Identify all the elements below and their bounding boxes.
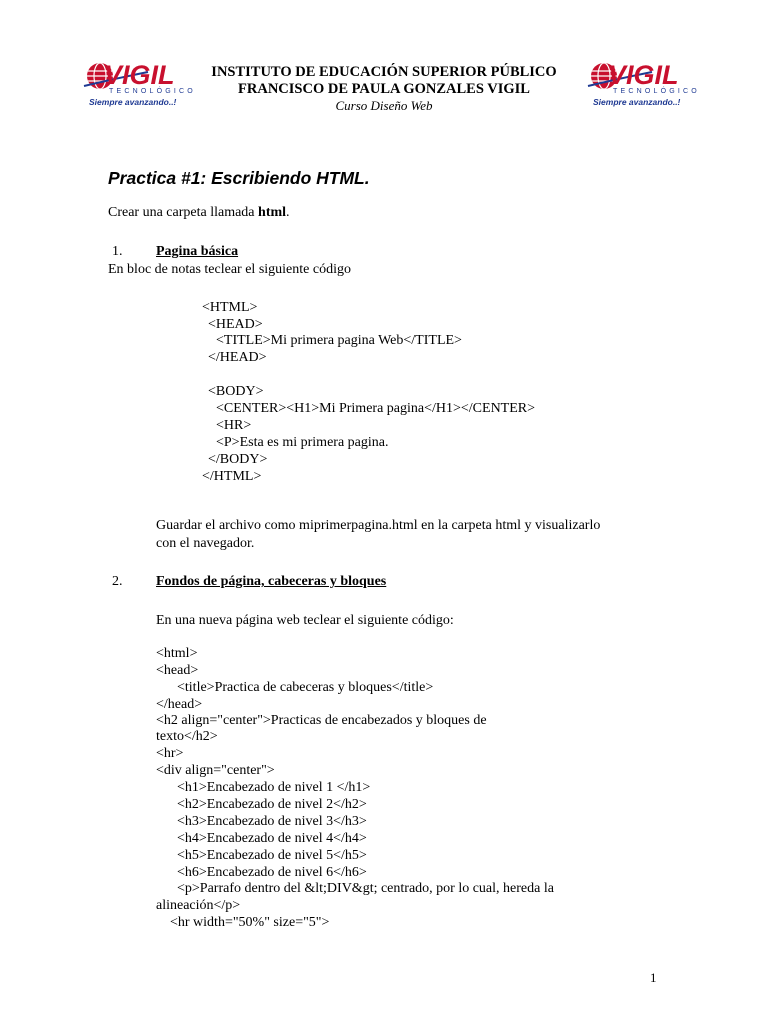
code-line: <hr width="50%" size="5"> — [156, 915, 330, 930]
code-line: alineación</p> — [156, 898, 241, 913]
code-line: <h1>Encabezado de nivel 1 </h1> — [156, 780, 371, 795]
code-line: <HR> — [216, 418, 252, 433]
code-line: <h5>Encabezado de nivel 5</h5> — [156, 848, 367, 863]
code-line: <p>Parrafo dentro del &lt;DIV&gt; centrado, por lo cual, hereda la — [156, 881, 554, 896]
code-line: texto</h2> — [156, 729, 218, 744]
code-line: <h2>Encabezado de nivel 2</h2> — [156, 797, 367, 812]
code-line: <HEAD> — [208, 317, 263, 332]
code-line: <CENTER><H1>Mi Primera pagina</H1></CENTER> — [216, 401, 536, 416]
code-line: <html> — [156, 646, 198, 661]
logo-slogan: Siempre avanzando..! — [89, 97, 177, 107]
logo-word: VIGIL — [104, 60, 175, 90]
code-line: <title>Practica de cabeceras y bloques</title> — [156, 680, 434, 695]
code-line: <TITLE>Mi primera pagina Web</TITLE> — [216, 333, 462, 348]
section2-number: 2. — [112, 574, 123, 589]
intro-suffix: . — [286, 205, 290, 220]
course-name: Curso Diseño Web — [335, 98, 433, 113]
code-line: </HTML> — [202, 469, 262, 484]
logo-word: VIGIL — [608, 60, 679, 90]
code-line: </HEAD> — [208, 350, 267, 365]
page-title: Practica #1: Escribiendo HTML. — [108, 168, 370, 188]
section1-heading: Pagina básica — [156, 244, 239, 259]
code-line: </BODY> — [208, 452, 268, 467]
code-line: <BODY> — [208, 384, 264, 399]
page-number: 1 — [650, 970, 657, 985]
section1-note-line-1: Guardar el archivo como miprimerpagina.html en la carpeta html y visualizarlo — [156, 518, 601, 533]
logo-subtitle: TECNOLÓGICO — [613, 88, 700, 95]
intro-prefix: Crear una carpeta llamada — [108, 205, 259, 220]
code-line: <head> — [156, 663, 199, 678]
code-line: <P>Esta es mi primera pagina. — [216, 435, 389, 450]
code-line: <h2 align="center">Practicas de encabezados y bloques de — [156, 713, 487, 728]
section2-instruction: En una nueva página web teclear el siguiente código: — [156, 613, 454, 628]
code-line: <h3>Encabezado de nivel 3</h3> — [156, 814, 367, 829]
intro-paragraph — [108, 205, 290, 221]
code-line: <h4>Encabezado de nivel 4</h4> — [156, 831, 367, 846]
code-line: <div align="center"> — [156, 763, 275, 778]
section1-number: 1. — [112, 244, 123, 259]
section2-heading: Fondos de página, cabeceras y bloques — [156, 574, 387, 589]
institute-line-1: INSTITUTO DE EDUCACIÓN SUPERIOR PÚBLICO — [211, 64, 557, 80]
code-line: </head> — [156, 697, 203, 712]
code-line: <HTML> — [202, 300, 258, 315]
code-line: <h6>Encabezado de nivel 6</h6> — [156, 865, 367, 880]
logo-subtitle: TECNOLÓGICO — [109, 88, 196, 95]
code-line: <hr> — [156, 746, 184, 761]
institute-line-2: FRANCISCO DE PAULA GONZALES VIGIL — [238, 81, 530, 97]
logo-slogan: Siempre avanzando..! — [593, 97, 681, 107]
intro-folder: html — [258, 205, 287, 220]
section1-instruction: En bloc de notas teclear el siguiente código — [108, 262, 351, 277]
section1-note-line-2: con el navegador. — [156, 536, 255, 551]
